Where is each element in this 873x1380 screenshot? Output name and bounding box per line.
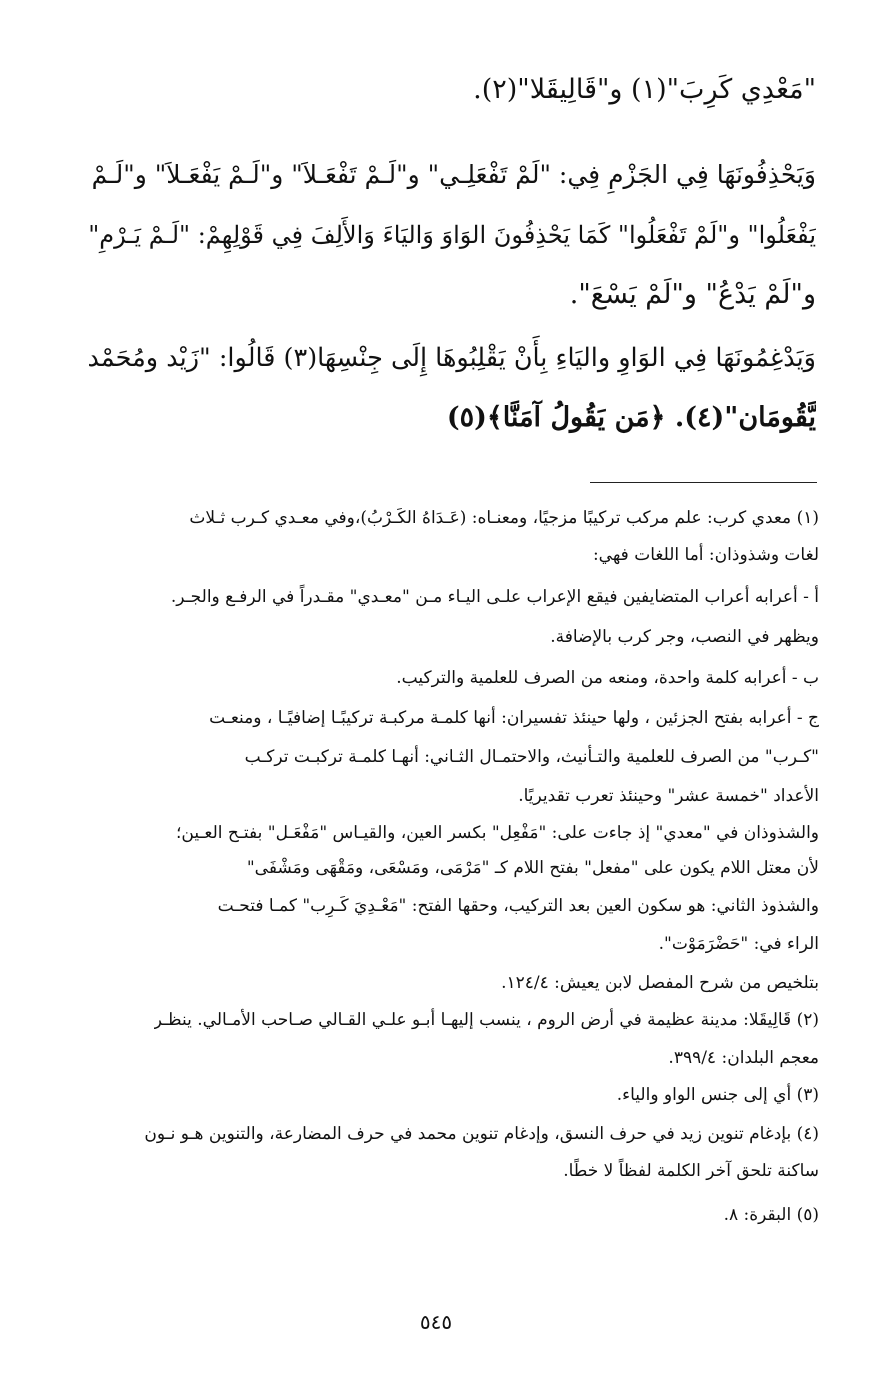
footnote-line: لغات وشذوذان: أما اللغات فهي: bbox=[592, 545, 819, 565]
footnote-line: ج - أعرابه بفتح الجزئين ، ولها حينئذ تفسيران: أنها كلمـة مركبـة تركيبًـا إضافيًـا ، ومنعـت bbox=[209, 708, 819, 728]
footnote-line: (٣) أي إلى جنس الواو والياء. bbox=[616, 1085, 819, 1105]
footnote-line: (٢) قَالِيقَلا: مدينة عظيمة في أرض الروم ، ينسب إليهـا أبـو علـي القـالي صـاحب الأمـالي. ينظـر bbox=[153, 1010, 819, 1030]
main-line: يَّقُومَان"(٤). ﴿مَن يَقُولُ آمَنَّا﴾(٥) bbox=[446, 402, 816, 433]
footnote-line: معجم البلدان: ٣٩٩/٤. bbox=[668, 1048, 819, 1068]
main-line: وَيَدْغِمُونَهَا فِي الوَاوِ واليَاءِ بِأَنْ يَقْلِبُوهَا إِلَى جِنْسِهَا(٣) قَالُوا: "زَيْد ومُحَمْد bbox=[87, 343, 816, 373]
main-line: "مَعْدِي كَرِبَ"(١) و"قَالِيقَلا"(٢). bbox=[473, 74, 816, 105]
footnote-line: الراء في: "حَضْرَمَوْت". bbox=[658, 934, 819, 954]
footnote-line: والشذوذ الثاني: هو سكون العين بعد التركيب، وحقها الفتح: "مَعْـدِيَ كَـرِب" كمـا فتحـت bbox=[217, 896, 819, 916]
footnote-line: بتلخيص من شرح المفصل لابن يعيش: ١٢٤/٤. bbox=[501, 973, 819, 993]
footnote-line: الأعداد "خمسة عشر" وحينئذ تعرب تقديريًا. bbox=[518, 786, 819, 806]
page-number: ٥٤٥ bbox=[419, 1310, 453, 1334]
footnote-line: ويظهر في النصب، وجر كرب بالإضافة. bbox=[550, 627, 819, 647]
main-line: يَفْعَلُوا" و"لَمْ تَفْعَلُوا" كَمَا يَحْذِفُونَ الوَاوَ وَاليَاءَ وَالأَلِفَ فِي قَوْلِهِمْ: "لَـمْ يَـرْمِ" bbox=[88, 221, 816, 249]
footnote-line: (٤) بإدغام تنوين زيد في حرف النسق، وإدغام تنوين محمد في حرف المضارعة، والتنوين هـو نـون bbox=[144, 1124, 819, 1144]
footnote-line: أ - أعرابه أعراب المتضايفين فيقع الإعراب علـى اليـاء مـن "معـدي" مقـدراً في الرفـع والجـر. bbox=[170, 587, 819, 607]
footnote-line: (٥) البقرة: ٨. bbox=[723, 1205, 819, 1225]
main-line: و"لَمْ يَدْعُ" و"لَمْ يَسْعَ". bbox=[569, 279, 816, 310]
footnote-line: ب - أعرابه كلمة واحدة، ومنعه من الصرف للعلمية والتركيب. bbox=[396, 668, 819, 688]
footnotes-block bbox=[78, 0, 819, 1300]
footnote-line: والشذوذان في "معدي" إذ جاءت على: "مَفْعِل" بكسر العين، والقيـاس "مَفْعَـل" بفتـح العـين؛ bbox=[175, 823, 819, 843]
footnote-line: لأن معتل اللام يكون على "مفعل" بفتح اللام كـ "مَرْمَى، ومَسْعَى، ومَقْهَى ومَشْفَى" bbox=[246, 858, 819, 878]
footnote-line: ساكنة تلحق آخر الكلمة لفظاً لا خطًا. bbox=[563, 1161, 819, 1181]
main-line: وَيَحْذِفُونَهَا فِي الجَزْمِ فِي: "لَمْ تَفْعَلِـي" و"لَـمْ تَفْعَـلاَ" و"لَـمْ يَفْعَـلاَ" و"لَـمْ bbox=[91, 160, 816, 189]
footnote-line: "كـرب" من الصرف للعلمية والتـأنيث، والاحتمـال الثـاني: أنهـا كلمـة تركبـت تركـب bbox=[244, 747, 819, 767]
footnote-line: (١) معدي كرب: علم مركب تركيبًا مزجيًا، ومعنـاه: (عَـدَاهُ الكَـرْبُ)،وفي معـدي كـرب ثـلاث bbox=[189, 508, 819, 528]
